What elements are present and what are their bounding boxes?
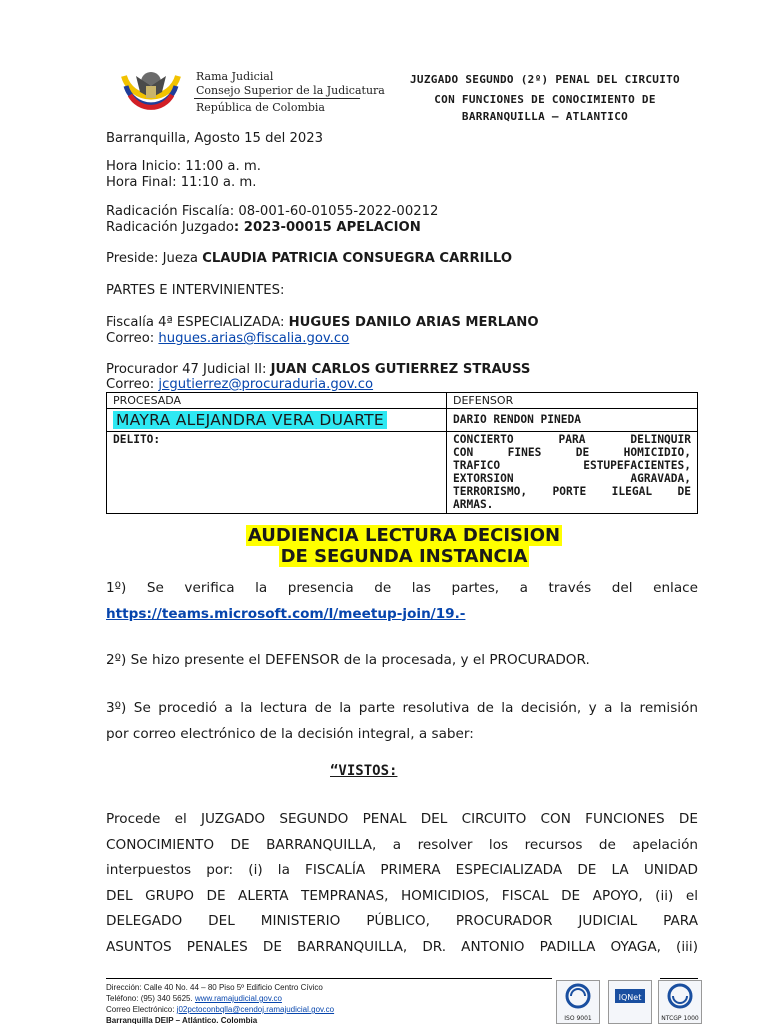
procesada-name: MAYRA ALEJANDRA VERA DUARTE	[113, 411, 387, 429]
delito-value: CONCIERTO PARA DELINQUIR CON FINES DE HOMICIDIO, TRAFICO ESTUPEFACIENTES, EXTORSION AGRAVADA, TERRORISMO, PORTE ILEGAL DE ARMAS.	[447, 432, 698, 514]
teams-meeting-link[interactable]: https://teams.microsoft.com/l/meetup-join/19.-	[106, 605, 466, 622]
footer-website-link[interactable]: www.ramajudicial.gov.co	[194, 994, 282, 1003]
date-line: Barranquilla, Agosto 15 del 2023	[106, 131, 324, 146]
partes-heading: PARTES E INTERVINIENTES:	[106, 283, 285, 298]
svg-text:IQNet: IQNet	[618, 993, 642, 1002]
court-line-3: BARRANQUILLA – ATLANTICO	[461, 110, 629, 123]
delito-label: DELITO:	[107, 432, 447, 514]
paragraph-2: 2º) Se hizo presente el DEFENSOR de la procesada, y el PROCURADOR.	[106, 652, 590, 668]
court-line-2: CON FUNCIONES DE CONOCIMIENTO DE	[434, 93, 656, 106]
procurador-email-line: Correo: jcgutierrez@procuraduria.gov.co	[106, 377, 374, 392]
procurador-line: Procurador 47 Judicial II: JUAN CARLOS GUTIERREZ STRAUSS	[106, 362, 531, 377]
defensor-header: DEFENSOR	[447, 393, 698, 409]
fiscalia-line: Fiscalía 4ª ESPECIALIZADA: HUGUES DANILO ARIAS MERLANO	[106, 315, 539, 330]
footer-city: Barranquilla DEIP – Atlántico. Colombia	[106, 1016, 258, 1024]
institution-line-3: República de Colombia	[196, 101, 325, 114]
table-row	[107, 393, 698, 409]
radicacion-juzgado: Radicación Juzgado: 2023-00015 APELACION	[106, 220, 421, 235]
fiscalia-email-link[interactable]: hugues.arias@fiscalia.gov.co	[158, 331, 350, 346]
hora-final: Hora Final: 11:10 a. m.	[106, 175, 257, 190]
hora-inicio: Hora Inicio: 11:00 a. m.	[106, 159, 261, 174]
vistos-heading: “VISTOS:	[330, 763, 398, 779]
footer-phone: Teléfono: (95) 340 5625. www.ramajudicial.gov.co	[106, 994, 282, 1003]
court-line-1: JUZGADO SEGUNDO (2º) PENAL DEL CIRCUITO	[410, 73, 680, 86]
table-row	[107, 409, 698, 432]
procesada-header: PROCESADA	[107, 393, 447, 409]
iqnet-seal-icon	[608, 980, 652, 1024]
procesada-cell	[107, 409, 447, 432]
hearing-title-line-1: AUDIENCIA LECTURA DECISION	[247, 525, 561, 546]
radicacion-fiscalia: Radicación Fiscalía: 08-001-60-01055-2022-00212	[106, 204, 439, 219]
iso-9001-seal-icon: ISO 9001	[556, 980, 600, 1024]
defensor-name: DARIO RENDON PINEDA	[447, 409, 698, 432]
paragraph-1: 1º) Se verifica la presencia de las partes, a través del enlace https://teams.microsoft.com/l/meetup-join/19.-	[106, 580, 698, 622]
institution-divider	[194, 98, 360, 99]
paragraph-4: Procede el JUZGADO SEGUNDO PENAL DEL CIRCUITO CON FUNCIONES DE CONOCIMIENTO DE BARRANQUILLA, a resolver los recursos de apelación interpuestos por: (i) la FISCALÍA PRIMERA ESPECIALIZADA DE LA UNIDAD DEL GRUPO DE ALERTA TEMPRANAS, HOMICIDIOS, FISCAL DE APOYO, (ii) el DELEGADO DEL MINISTERIO PÚBLICO, PROCURADOR JUDICIAL PARA ASUNTOS PENALES DE BARRANQUILLA, DR. ANTONIO PADILLA OYAGA, (iii)	[106, 811, 698, 955]
procurador-email-link[interactable]: jcgutierrez@procuraduria.gov.co	[158, 377, 374, 392]
parties-table	[106, 392, 698, 514]
rama-judicial-logo	[118, 62, 184, 122]
footer-email: Correo Electrónico: j02pctoconbqlla@cendoj.ramajudicial.gov.co	[106, 1005, 335, 1014]
fiscalia-email-line: Correo: hugues.arias@fiscalia.gov.co	[106, 331, 350, 346]
footer-address: Dirección: Calle 40 No. 44 – 80 Piso 5º Edificio Centro Cívico	[106, 983, 323, 992]
institution-line-2: Consejo Superior de la Judicatura	[196, 84, 385, 97]
ntcgp-seal-icon: NTCGP 1000	[658, 980, 702, 1024]
footer-rule-right	[660, 978, 698, 979]
table-row	[107, 432, 698, 514]
footer-email-link[interactable]: j02pctoconbqlla@cendoj.ramajudicial.gov.co	[176, 1005, 335, 1014]
hearing-title-line-2: DE SEGUNDA INSTANCIA	[280, 546, 528, 567]
paragraph-3: 3º) Se procedió a la lectura de la parte resolutiva de la decisión, y a la remisión por correo electrónico de la decisión integral, a saber:	[106, 700, 698, 742]
preside-line: Preside: Jueza CLAUDIA PATRICIA CONSUEGRA CARRILLO	[106, 251, 513, 266]
footer-rule	[106, 978, 552, 979]
institution-line-1: Rama Judicial	[196, 70, 274, 83]
